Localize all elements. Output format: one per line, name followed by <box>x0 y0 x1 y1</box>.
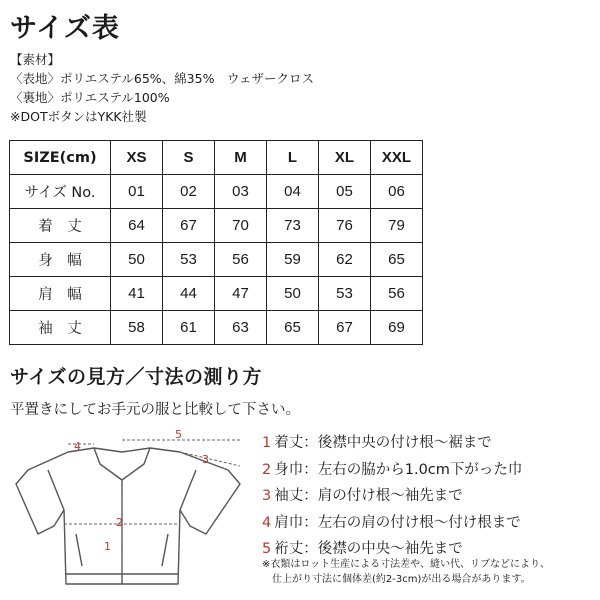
table-cell: 64 <box>111 209 163 243</box>
material-heading: 【素材】 <box>10 52 61 67</box>
diagram-label-4: 4 <box>74 440 81 453</box>
table-cell: 67 <box>163 209 215 243</box>
material-button: ※DOTボタンはYKK社製 <box>10 109 147 124</box>
diagram-label-1: 1 <box>104 540 111 553</box>
material-lining: 〈裏地〉ポリエステル100% <box>10 90 170 105</box>
header-cell: L <box>267 141 319 175</box>
measure-number: 3 <box>262 488 272 504</box>
list-item <box>262 483 522 510</box>
table-cell: 01 <box>111 175 163 209</box>
measure-list <box>262 430 522 563</box>
jacket-diagram <box>8 426 260 596</box>
jacket-sleeve-seam-left <box>48 470 64 510</box>
list-item <box>262 430 522 457</box>
table-cell: 56 <box>215 243 267 277</box>
row-label: サイズ No. <box>10 175 111 209</box>
table-cell: 06 <box>371 175 423 209</box>
header-cell: XL <box>319 141 371 175</box>
table-cell: 56 <box>371 277 423 311</box>
table-cell: 53 <box>319 277 371 311</box>
measure-text: 着丈：後襟中央の付け根～裾まで <box>274 435 492 451</box>
table-row <box>10 243 423 277</box>
measure-text: 袖丈：肩の付け根～袖先まで <box>274 488 463 504</box>
table-row <box>10 277 423 311</box>
table-cell: 76 <box>319 209 371 243</box>
table-cell: 41 <box>111 277 163 311</box>
table-cell: 69 <box>371 311 423 345</box>
table-cell: 67 <box>319 311 371 345</box>
table-cell: 50 <box>111 243 163 277</box>
measure-number: 5 <box>262 541 272 557</box>
table-cell: 04 <box>267 175 319 209</box>
table-cell: 79 <box>371 209 423 243</box>
table-cell: 05 <box>319 175 371 209</box>
measure-number: 2 <box>262 461 272 478</box>
jacket-outline <box>16 448 240 584</box>
table-cell: 61 <box>163 311 215 345</box>
size-table <box>9 140 423 345</box>
jacket-pocket-right <box>162 534 168 566</box>
jacket-pocket-left <box>76 534 82 566</box>
measure-text: 身巾：左右の脇から1.0cm下がった巾 <box>274 461 523 478</box>
table-cell: 44 <box>163 277 215 311</box>
measure-number: 4 <box>262 514 272 531</box>
table-cell: 70 <box>215 209 267 243</box>
table-cell: 02 <box>163 175 215 209</box>
diagram-label-3: 3 <box>202 453 209 466</box>
table-cell: 03 <box>215 175 267 209</box>
table-row <box>10 311 423 345</box>
size-table-header <box>10 141 423 175</box>
how-to-title: サイズの見方／寸法の測り方 <box>10 366 262 388</box>
table-cell: 53 <box>163 243 215 277</box>
table-cell: 58 <box>111 311 163 345</box>
row-label: 肩 幅 <box>10 277 111 311</box>
jacket-collar <box>94 448 150 480</box>
how-to-instruction: 平置きにしてお手元の服と比較して下さい。 <box>10 402 300 418</box>
table-cell: 50 <box>267 277 319 311</box>
table-cell: 47 <box>215 277 267 311</box>
material-info <box>10 50 314 126</box>
note-line: 仕上がり寸法に個体差(約2-3cm)が出る場合があります。 <box>272 574 531 585</box>
table-cell: 65 <box>371 243 423 277</box>
row-label: 着 丈 <box>10 209 111 243</box>
header-cell: XS <box>111 141 163 175</box>
header-cell: M <box>215 141 267 175</box>
header-cell: SIZE(cm) <box>10 141 111 175</box>
diagram-label-5: 5 <box>175 428 182 441</box>
list-item <box>262 457 522 484</box>
size-note <box>262 557 550 587</box>
note-line: ※衣類はロット生産による寸法差や、縫い代、リブなどにより、 <box>262 559 550 570</box>
table-cell: 62 <box>319 243 371 277</box>
header-cell: S <box>163 141 215 175</box>
measure-text: 肩巾：左右の肩の付け根～付け根まで <box>274 514 521 531</box>
page-title: サイズ表 <box>10 13 120 44</box>
table-row <box>10 209 423 243</box>
table-cell: 59 <box>267 243 319 277</box>
list-item <box>262 510 522 537</box>
row-label: 身 幅 <box>10 243 111 277</box>
header-cell: XXL <box>371 141 423 175</box>
jacket-sleeve-seam-right <box>180 470 196 510</box>
row-label: 袖 丈 <box>10 311 111 345</box>
measure-number: 1 <box>262 435 272 451</box>
diagram-label-2: 2 <box>116 516 123 529</box>
table-row <box>10 175 423 209</box>
table-cell: 63 <box>215 311 267 345</box>
measure-text: 裄丈：後襟の中央～袖先まで <box>274 541 463 557</box>
material-outer: 〈表地〉ポリエステル65%、綿35% ウェザークロス <box>10 71 314 86</box>
table-cell: 73 <box>267 209 319 243</box>
table-cell: 65 <box>267 311 319 345</box>
